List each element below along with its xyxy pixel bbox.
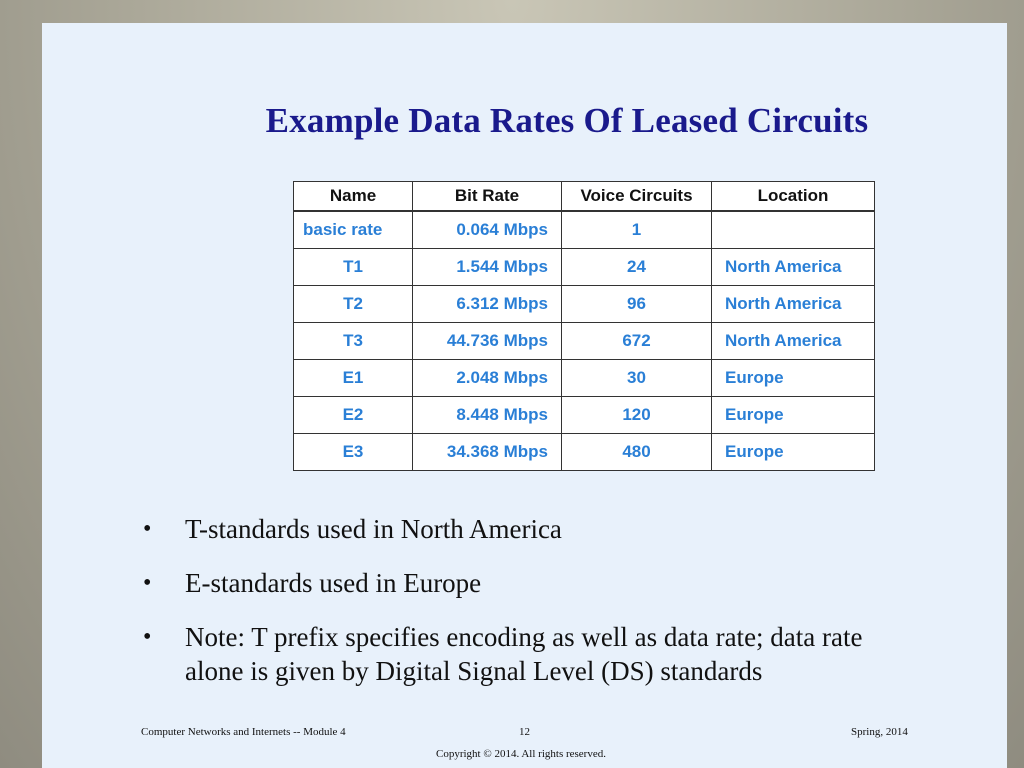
table-row xyxy=(294,211,875,249)
cell-voice-circuits: 480 xyxy=(562,434,712,471)
cell-bit-rate: 34.368 Mbps xyxy=(413,434,562,471)
cell-name: T3 xyxy=(294,323,413,360)
cell-voice-circuits: 672 xyxy=(562,323,712,360)
cell-location xyxy=(712,211,875,249)
cell-name: E1 xyxy=(294,360,413,397)
data-rates-table xyxy=(293,181,875,471)
table-row xyxy=(294,323,875,360)
footer-copyright: Copyright © 2014. All rights reserved. xyxy=(436,748,606,760)
column-header-name: Name xyxy=(294,182,413,212)
cell-bit-rate: 1.544 Mbps xyxy=(413,249,562,286)
cell-name: E3 xyxy=(294,434,413,471)
cell-bit-rate: 2.048 Mbps xyxy=(413,360,562,397)
table-row xyxy=(294,360,875,397)
cell-location: North America xyxy=(712,323,875,360)
cell-voice-circuits: 24 xyxy=(562,249,712,286)
bullet-text: Note: T prefix specifies encoding as well as data rate; data rate alone is given by Digital Signal Level (DS) standards xyxy=(185,622,863,686)
bullet-item xyxy=(143,620,923,688)
cell-bit-rate: 8.448 Mbps xyxy=(413,397,562,434)
cell-location: Europe xyxy=(712,360,875,397)
table-row xyxy=(294,397,875,434)
bullet-text: E-standards used in Europe xyxy=(185,568,482,598)
table-row xyxy=(294,286,875,323)
cell-voice-circuits: 1 xyxy=(562,211,712,249)
cell-bit-rate: 44.736 Mbps xyxy=(413,323,562,360)
cell-voice-circuits: 96 xyxy=(562,286,712,323)
bullet-item xyxy=(143,512,923,546)
table-row xyxy=(294,434,875,471)
cell-bit-rate: 0.064 Mbps xyxy=(413,211,562,249)
cell-name: E2 xyxy=(294,397,413,434)
footer-page-number: 12 xyxy=(519,726,530,738)
bullet-icon: • xyxy=(143,624,152,650)
cell-location: Europe xyxy=(712,397,875,434)
cell-name: T1 xyxy=(294,249,413,286)
column-header-location: Location xyxy=(712,182,875,212)
column-header-bit-rate: Bit Rate xyxy=(413,182,562,212)
slide-title: Example Data Rates Of Leased Circuits xyxy=(265,101,869,140)
cell-name: basic rate xyxy=(294,211,413,249)
cell-location: Europe xyxy=(712,434,875,471)
cell-bit-rate: 6.312 Mbps xyxy=(413,286,562,323)
cell-voice-circuits: 30 xyxy=(562,360,712,397)
cell-location: North America xyxy=(712,249,875,286)
bullet-icon: • xyxy=(143,516,152,542)
bullet-item xyxy=(143,566,923,600)
cell-name: T2 xyxy=(294,286,413,323)
bullet-text: T-standards used in North America xyxy=(185,514,562,544)
bullet-icon: • xyxy=(143,570,152,596)
table-row xyxy=(294,249,875,286)
table-header-row xyxy=(294,182,875,212)
footer-term-label: Spring, 2014 xyxy=(851,726,908,738)
cell-location: North America xyxy=(712,286,875,323)
cell-voice-circuits: 120 xyxy=(562,397,712,434)
column-header-voice-circuits: Voice Circuits xyxy=(562,182,712,212)
footer-course-label: Computer Networks and Internets -- Module 4 xyxy=(141,726,346,738)
bullet-list xyxy=(143,512,923,708)
